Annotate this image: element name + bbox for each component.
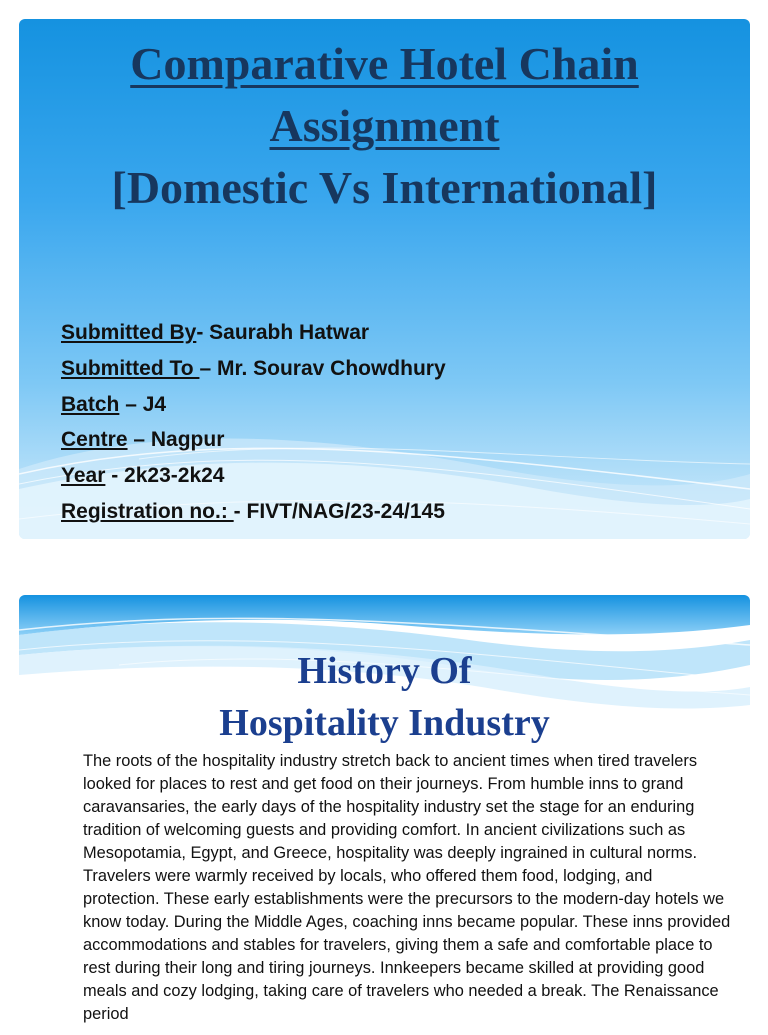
- slide-title: [19, 645, 750, 749]
- detail-value: – Nagpur: [127, 428, 225, 452]
- title-line-2: Hospitality Industry: [219, 702, 550, 744]
- history-paragraph: The roots of the hospitality industry stretch back to ancient times when tired travelers looked for places to rest and get food on their journeys. From humble inns to grand caravansaries, the early days of the hospitality industry set the stage for an enduring tradition of welcoming guests and providing comfort. In ancient civilizations such as Mesopotamia, Egypt, and Greece, hospitality was deeply ingrained in cultural norms. Travelers were warmly received by locals, who offered them food, lodging, and protection. These early establishments were the precursors to the modern-day hotels we know today. During the Middle Ages, coaching inns became popular. These inns provided accommodations and stables for travelers, giving them a safe and comfortable place to rest during their long and tiring journeys. Innkeepers became skilled at providing good meals and cozy lodging, taking care of travelers who needed a break. The Renaissance period: [83, 752, 731, 1023]
- detail-value: – Mr. Sourav Chowdhury: [199, 356, 446, 380]
- detail-label: Year: [61, 464, 106, 488]
- detail-value: - FIVT/NAG/23-24/145: [233, 499, 445, 523]
- detail-value: - Saurabh Hatwar: [196, 321, 370, 344]
- detail-batch: [61, 387, 446, 423]
- detail-submitted-to: [61, 351, 446, 387]
- submission-details: [61, 315, 446, 530]
- title-line-1: Comparative Hotel Chain: [130, 38, 639, 89]
- detail-label: Registration no.:: [61, 499, 234, 523]
- title-line-3: [Domestic Vs International]: [111, 162, 658, 213]
- detail-value: - 2k23-2k24: [105, 464, 225, 488]
- detail-registration: [61, 494, 446, 530]
- detail-label: Submitted By: [61, 321, 197, 344]
- detail-label: Submitted To: [61, 356, 200, 380]
- detail-centre: [61, 422, 446, 458]
- title-line-2: Assignment: [269, 100, 500, 151]
- detail-year: [61, 458, 446, 494]
- slide-title: [19, 33, 750, 219]
- title-slide: [19, 19, 750, 539]
- title-line-1: History Of: [297, 650, 472, 692]
- history-slide: [19, 595, 750, 1035]
- detail-value: – J4: [119, 392, 167, 416]
- detail-label: Centre: [61, 428, 128, 452]
- detail-label: Batch: [61, 392, 120, 416]
- detail-submitted-by: [61, 315, 446, 351]
